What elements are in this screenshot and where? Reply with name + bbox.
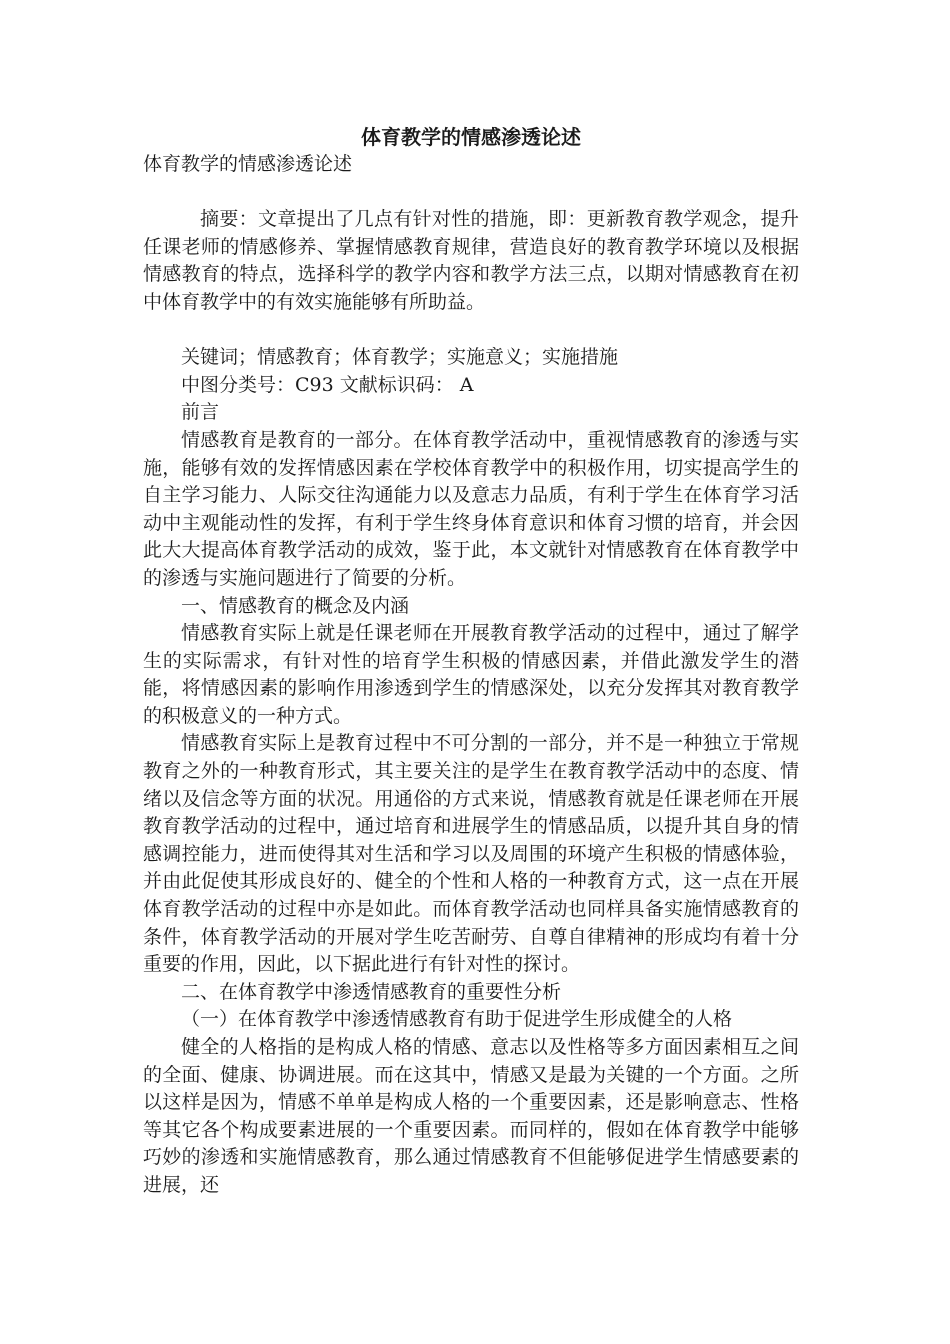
keywords-line: 关键词；情感教育；体育教学；实施意义；实施措施	[181, 346, 619, 369]
section1-paragraph-1: 情感教育实际上就是任课老师在开展教育教学活动的过程中，通过了解学生的实际需求，有针对性的培育学生积极的情感因素，并借此激发学生的潜能，将情感因素的影响作用渗透到学生的情感深处，以充分发挥其对教育教学的积极意义的一种方式。	[143, 622, 799, 727]
blank-line	[143, 179, 799, 207]
classification-line: 中图分类号：C93 文献标识码： A	[181, 373, 474, 396]
section2-subheading-1: （一）在体育教学中渗透情感教育有助于促进学生形成健全的人格	[181, 1008, 733, 1031]
preface-heading: 前言	[181, 401, 220, 424]
abstract-paragraph: 摘要：文章提出了几点有针对性的措施，即：更新教育教学观念，提升任课老师的情感修养、掌握情感教育规律，营造良好的教育教学环境以及根据情感教育的特点，选择科学的教学内容和教学方法三点，以期对情感教育在初中体育教学中的有效实施能够有所助益。	[143, 208, 799, 313]
preface-paragraph: 情感教育是教育的一部分。在体育教学活动中，重视情感教育的渗透与实施，能够有效的发挥情感因素在学校体育教学中的积极作用，切实提高学生的自主学习能力、人际交往沟通能力以及意志力品质，有利于学生在体育学习活动中主观能动性的发挥，有利于学生终身体育意识和体育习惯的培育，并会因此大大提高体育教学活动的成效，鉴于此，本文就针对情感教育在体育教学中的渗透与实施问题进行了简要的分析。	[143, 428, 799, 589]
blank-line	[143, 317, 799, 345]
document-title: 体育教学的情感渗透论述	[361, 125, 581, 149]
section2-heading: 二、在体育教学中渗透情感教育的重要性分析	[181, 980, 562, 1003]
document-body	[143, 124, 799, 1200]
section1-paragraph-2: 情感教育实际上是教育过程中不可分割的一部分，并不是一种独立于常规教育之外的一种教育形式，其主要关注的是学生在教育教学活动中的态度、情绪以及信念等方面的状况。用通俗的方式来说，情感教育就是任课老师在开展教育教学活动的过程中，通过培育和进展学生的情感品质，以提升其自身的情感调控能力，进而使得其对生活和学习以及周围的环境产生积极的情感体验，并由此促使其形成良好的、健全的个性和人格的一种教育方式，这一点在开展体育教学活动的过程中亦是如此。而体育教学活动也同样具备实施情感教育的条件，体育教学活动的开展对学生吃苦耐劳、自尊自律精神的形成均有着十分重要的作用，因此，以下据此进行有针对性的探讨。	[143, 732, 799, 976]
section2-paragraph-1: 健全的人格指的是构成人格的情感、意志以及性格等多方面因素相互之间的全面、健康、协调进展。而在这其中，情感又是最为关键的一个方面。之所以这样是因为，情感不单单是构成人格的一个重要因素，还是影响意志、性格等其它各个构成要素进展的一个重要因素。而同样的，假如在体育教学中能够巧妙的渗透和实施情感教育，那么通过情感教育不但能够促进学生情感要素的进展，还	[143, 1036, 799, 1196]
section1-heading: 一、情感教育的概念及内涵	[181, 594, 410, 617]
document-subtitle: 体育教学的情感渗透论述	[143, 153, 353, 175]
